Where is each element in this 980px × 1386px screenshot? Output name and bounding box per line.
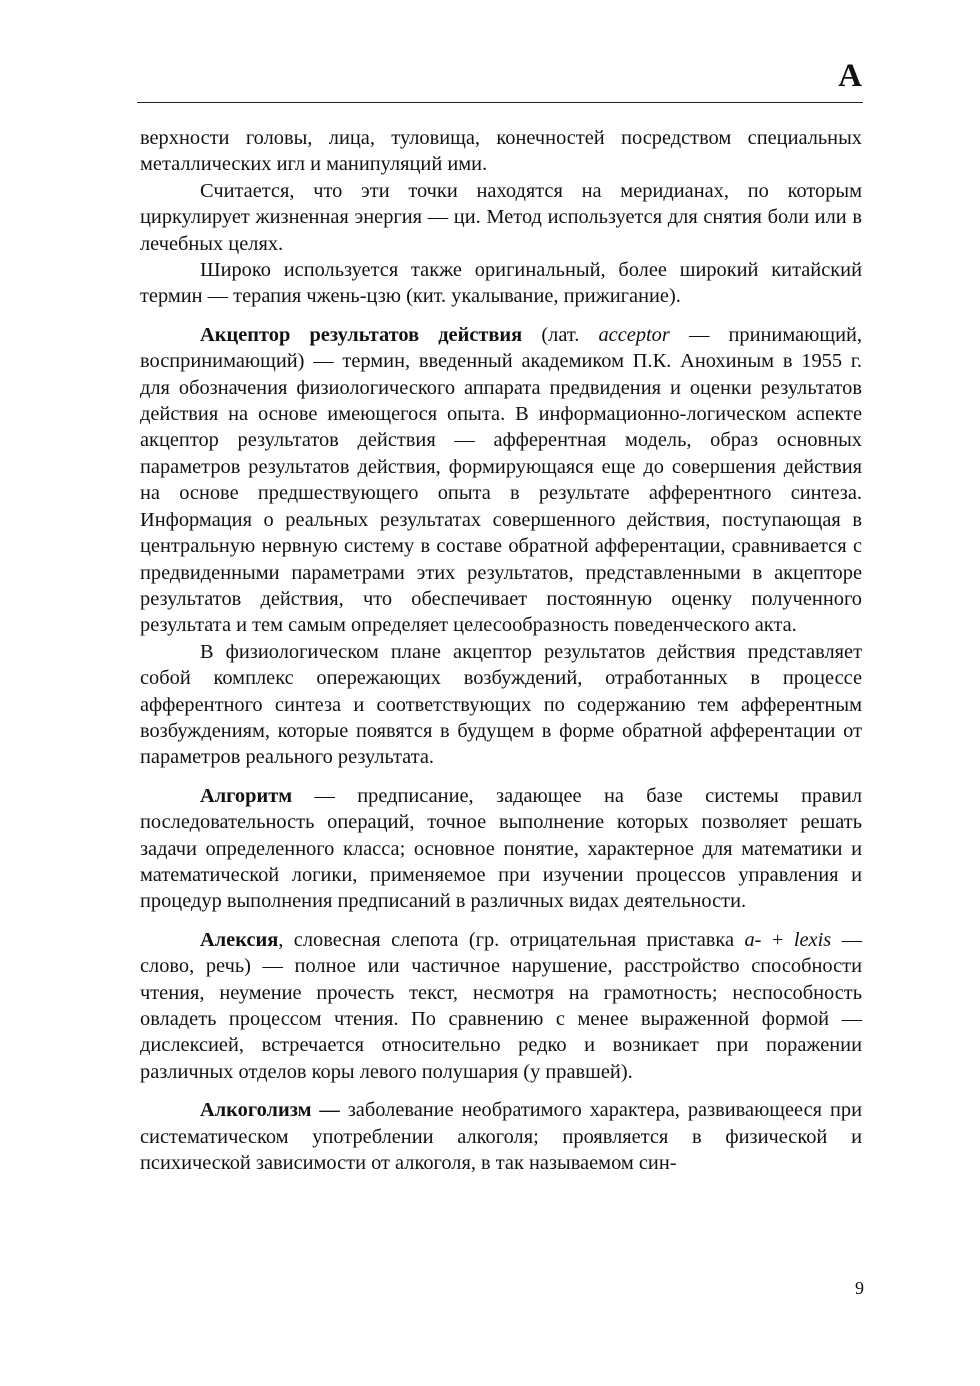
entry-acceptor bbox=[140, 322, 862, 639]
paragraph-acceptor-physiology bbox=[140, 639, 862, 771]
section-letter: А bbox=[838, 58, 862, 94]
entry-alexia bbox=[140, 927, 862, 1085]
paragraph-text: Широко используется также оригинальный, более широкий китайский термин — терапия чжень-цзю (кит. укалывание, прижигание). bbox=[140, 259, 862, 308]
paragraph-text: Считается, что эти точки находятся на меридианах, по которым циркулирует жизненная энергия — ци. Метод используется для снятия боли или в лечебных целях. bbox=[140, 179, 862, 255]
entry-definition: заболевание необратимого характера, развивающееся при систематическом употреблении алкоголя; проявляется в физической и психической зависимости от алкоголя, в так называемом син- bbox=[140, 1099, 862, 1175]
header-rule bbox=[137, 102, 863, 103]
entry-pre: , словесная слепота (гр. отрицательная приставка bbox=[278, 928, 745, 951]
paragraph-acupuncture-cont bbox=[140, 125, 862, 178]
paragraph-chinese-term bbox=[140, 257, 862, 310]
entry-latin: acceptor bbox=[598, 323, 670, 346]
entry-definition: — предписание, задающее на базе системы правил последовательность операций, точное выполнение которых позволяет решать задачи определенного класса; основное понятие, характерное для математики и математической логики, применяемое при изучении процессов управления и процедур выполнения предписаний в различных видах деятельности. bbox=[140, 784, 862, 913]
entry-pre: (лат. bbox=[522, 323, 599, 346]
paragraph-text: В физиологическом плане акцептор результатов действия представляет собой комплекс опережающих возбуждений, отработанных в процессе афферентного синтеза и соответствующих по содержанию тем афферентным возбуждениям, которые появятся в будущем в форме обратной афферентации от параметров реального результата. bbox=[140, 640, 862, 769]
paragraph-meridians bbox=[140, 178, 862, 257]
entry-definition: — слово, речь) — полное или частичное нарушение, расстройство способности чтения, неумение прочесть текст, несмотря на грамотность; неспособность овладеть процессом чтения. По сравнению с менее выраженной формой — дислексией, встречается относительно редко и возникает при поражении различных отделов коры левого полушария (у правшей). bbox=[140, 928, 862, 1083]
entry-plus: + bbox=[761, 928, 794, 951]
entry-term: Алексия bbox=[200, 928, 279, 951]
page-body bbox=[140, 125, 862, 1176]
entry-term: Алгоритм bbox=[200, 784, 293, 807]
entry-latin-root: lexis bbox=[793, 928, 832, 951]
entry-algorithm bbox=[140, 783, 862, 915]
entry-term: Алкоголизм — bbox=[200, 1099, 340, 1122]
entry-term: Акцептор результатов действия bbox=[200, 323, 523, 346]
paragraph-text: верхности головы, лица, туловища, конечностей посредством специальных металлических игл и манипуляций ими. bbox=[140, 127, 862, 176]
entry-latin-prefix: a- bbox=[744, 928, 762, 951]
page-number: 9 bbox=[855, 1278, 864, 1298]
entry-definition: — принимающий, воспринимающий) — термин, введенный академиком П.К. Анохиным в 1955 г. для обозначения физиологического аппарата предвидения и оценки результатов действия на основе имеющегося опыта. В информационно-логическом аспекте акцептор результатов действия — афферентная модель, образ основных параметров результатов действия, формирующаяся еще до совершения действия на основе предшествующего опыта в результате афферентного синтеза. Информация о реальных результатах совершенного действия, поступающая в центральную нервную систему в составе обратной афферентации, сравнивается с предвиденными параметрами этих результатов, представленными в акцепторе результатов действия, что обеспечивает постоянную оценку полученного результата и тем самым определяет целесообразность поведенческого акта. bbox=[140, 323, 862, 637]
entry-alcoholism bbox=[140, 1097, 862, 1176]
